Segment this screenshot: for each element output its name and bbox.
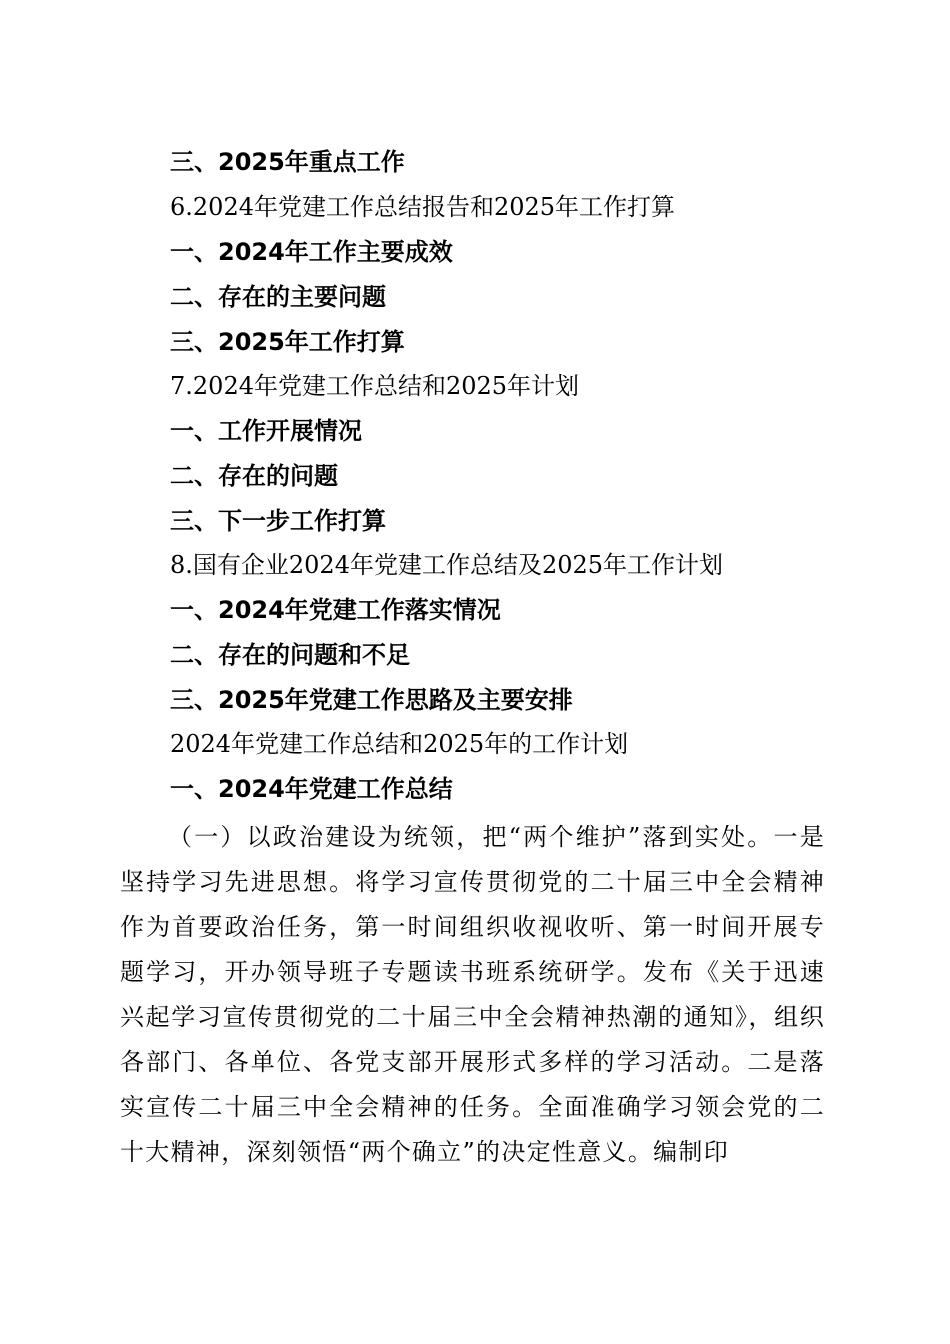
heading-line-13: 三、2025年党建工作思路及主要安排: [170, 686, 573, 714]
heading-line-7: 一、工作开展情况: [170, 417, 362, 445]
body-paragraph: （一）以政治建设为统领，把“两个维护”落到实处。一是坚持学习先进思想。将学习宣传贯彻党的二十届三中全会精神作为首要政治任务，第一时间组织收视收听、第一时间开展专题学习，开办领导班子专题读书班系统研学。发布《关于迅速兴起学习宣传贯彻党的二十届三中全会精神热潮的通知》，组织各部门、各单位、各党支部开展形式多样的学习活动。二是落实宣传二十届三中全会精神的任务。全面准确学习领会党的二十大精神，深刻领悟“两个确立”的决定性意义。编制印: [120, 823, 825, 1166]
heading-line-8: 二、存在的问题: [170, 462, 338, 490]
heading-line-12: 二、存在的问题和不足: [170, 641, 410, 669]
heading-line-5: 三、2025年工作打算: [170, 328, 405, 356]
heading-line-4: 二、存在的主要问题: [170, 283, 386, 311]
title-line-6: 7.2024年党建工作总结和2025年计划: [170, 372, 580, 400]
heading-line-15: 一、2024年党建工作总结: [170, 775, 453, 803]
title-line-14: 2024年党建工作总结和2025年的工作计划: [170, 730, 629, 758]
heading-line-3: 一、2024年工作主要成效: [170, 238, 453, 266]
title-line-2: 6.2024年党建工作总结报告和2025年工作打算: [170, 193, 676, 221]
title-line-10: 8.国有企业2024年党建工作总结及2025年工作计划: [170, 551, 724, 579]
heading-line-11: 一、2024年党建工作落实情况: [170, 596, 501, 624]
heading-line-1: 三、2025年重点工作: [170, 148, 405, 176]
heading-line-9: 三、下一步工作打算: [170, 507, 386, 535]
